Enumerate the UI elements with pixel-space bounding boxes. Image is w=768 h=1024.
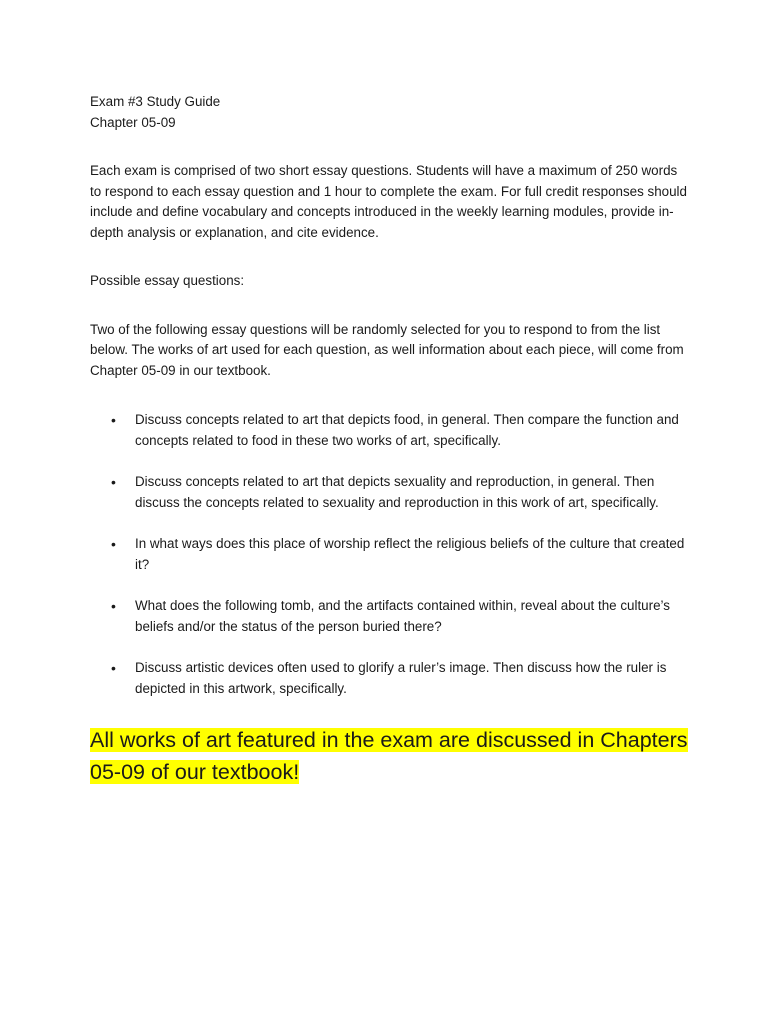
list-item	[90, 596, 690, 637]
intro-paragraph: Each exam is comprised of two short essay questions. Students will have a maximum of 250 words to respond to each essay question and 1 hour to complete the exam. For full credit responses should include and define vocabulary and concepts introduced in the weekly learning modules, provide in-depth analysis or explanation, and cite evidence.	[90, 163, 687, 240]
chapter-range: Chapter 05-09	[90, 114, 176, 130]
bullet-icon: •	[111, 598, 116, 614]
selection-note-paragraph: Two of the following essay questions will be randomly selected for you to respond to from the list below. The works of art used for each question, as well information about each piece, will come from Chapter 05-09 in our textbook.	[90, 321, 684, 378]
list-item	[90, 534, 690, 575]
bullet-icon: •	[111, 412, 116, 428]
question-text: Discuss artistic devices often used to glorify a ruler’s image. Then discuss how the ruler is depicted in this artwork, specifically.	[135, 660, 667, 696]
list-item	[90, 658, 690, 699]
spacer	[90, 133, 690, 161]
question-text: In what ways does this place of worship reflect the religious beliefs of the culture that created it?	[135, 536, 685, 572]
list-item	[90, 472, 690, 513]
bullet-icon: •	[111, 660, 116, 676]
list-item	[90, 410, 690, 451]
highlighted-note	[90, 724, 690, 788]
spacer	[90, 292, 690, 320]
question-text: Discuss concepts related to art that depicts food, in general. Then compare the function and concepts related to food in these two works of art, specifically.	[135, 412, 679, 448]
question-text: Discuss concepts related to art that depicts sexuality and reproduction, in general. Then discuss the concepts related to sexuality and reproduction in this work of art, specifically.	[135, 474, 659, 510]
highlighted-note-text: All works of art featured in the exam are discussed in Chapters 05-09 of our textbook!	[90, 728, 688, 784]
document-title: Exam #3 Study Guide	[90, 94, 221, 109]
spacer	[90, 381, 690, 410]
bullet-icon: •	[111, 474, 116, 490]
spacer	[90, 243, 690, 271]
document-body	[90, 92, 690, 788]
possible-questions-label: Possible essay questions:	[90, 273, 245, 288]
bullet-icon: •	[111, 536, 116, 552]
essay-question-list	[90, 410, 690, 699]
question-text: What does the following tomb, and the artifacts contained within, reveal about the culture’s beliefs and/or the status of the person buried there?	[135, 598, 670, 634]
